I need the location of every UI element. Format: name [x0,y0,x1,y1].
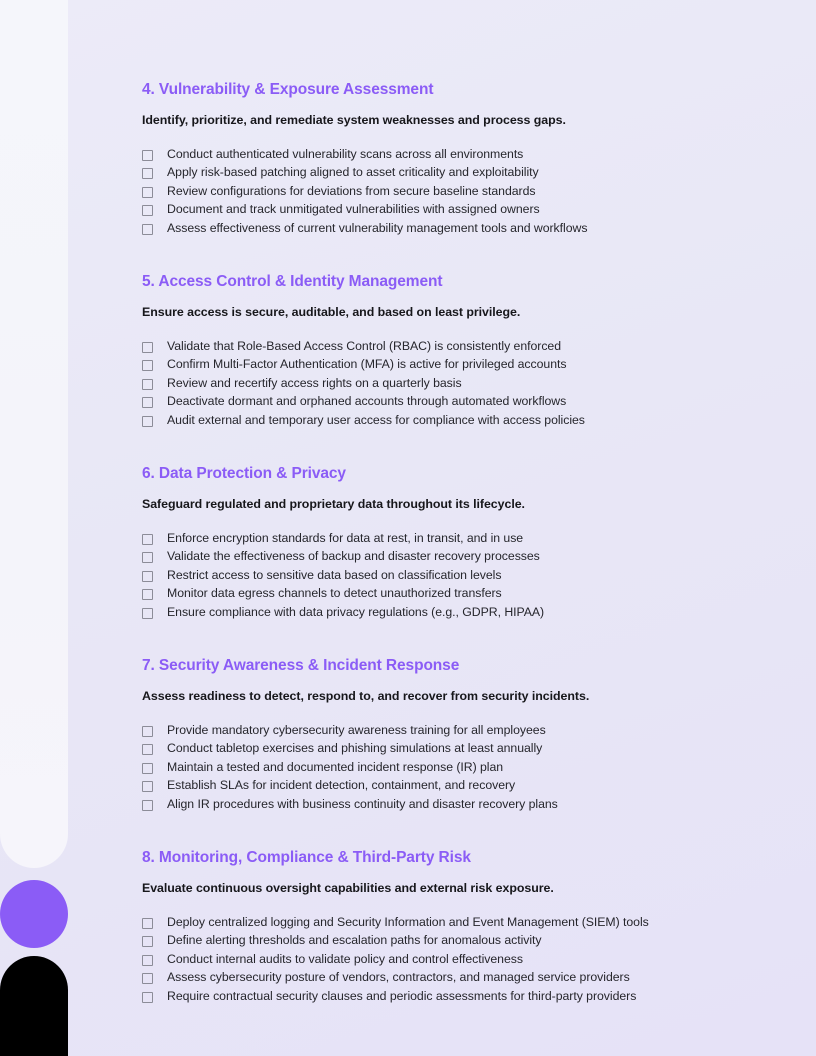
checklist-item[interactable] [142,739,782,758]
checklist-item[interactable] [142,795,782,814]
section-gap [142,621,782,656]
checklist-item[interactable] [142,529,782,548]
section-subtitle: Assess readiness to detect, respond to, and recover from security incidents. [142,689,590,704]
checklist-item[interactable] [142,547,782,566]
checklist-item[interactable] [142,987,782,1006]
checklist-item-label: Monitor data egress channels to detect unauthorized transfers [167,586,502,600]
checkbox-icon[interactable] [142,571,153,582]
checklist-item[interactable] [142,913,782,932]
checkbox-icon[interactable] [142,589,153,600]
section-subtitle: Safeguard regulated and proprietary data throughout its lifecycle. [142,497,525,512]
checkbox-icon[interactable] [142,726,153,737]
checklist-item-label: Conduct authenticated vulnerability scans across all environments [167,146,524,161]
checklist-item-label: Enforce encryption standards for data at rest, in transit, and in use [167,530,524,545]
checklist-item[interactable] [142,603,782,622]
checkbox-icon[interactable] [142,224,153,235]
checklist-item[interactable] [142,776,782,795]
section-title: 8. Monitoring, Compliance & Third-Party Risk [142,849,471,866]
content-top-spacer [142,0,782,80]
checklist-section [142,80,782,237]
checklist-item-label: Review and recertify access rights on a quarterly basis [167,375,462,390]
checklist-items [142,529,782,622]
checklist-item[interactable] [142,145,782,164]
checklist-item[interactable] [142,163,782,182]
checklist-item-label: Deploy centralized logging and Security Information and Event Management (SIEM) tools [167,914,649,929]
checklist-item[interactable] [142,337,782,356]
checklist-section [142,656,782,813]
checklist-item[interactable] [142,355,782,374]
checklist-item-label: Establish SLAs for incident detection, containment, and recovery [167,778,516,792]
checkbox-icon[interactable] [142,205,153,216]
purple-circle-decoration [0,880,68,948]
checklist-item-label: Confirm Multi-Factor Authentication (MFA) is active for privileged accounts [167,357,567,371]
checklist-item-label: Assess effectiveness of current vulnerability management tools and workflows [167,220,588,235]
checklist-item[interactable] [142,931,782,950]
checkbox-icon[interactable] [142,534,153,545]
section-gap [142,429,782,464]
section-gap [142,237,782,272]
checklist-item-label: Deactivate dormant and orphaned accounts through automated workflows [167,394,567,408]
section-subtitle: Identify, prioritize, and remediate system weaknesses and process gaps. [142,113,566,128]
checklist-item[interactable] [142,411,782,430]
checklist-item[interactable] [142,374,782,393]
checklist-item-label: Validate that Role-Based Access Control (RBAC) is consistently enforced [167,338,562,353]
section-title: 6. Data Protection & Privacy [142,465,346,482]
checkbox-icon[interactable] [142,552,153,563]
checklist-item[interactable] [142,219,782,238]
left-rail-band [0,0,68,868]
checklist-item-label: Apply risk-based patching aligned to asset criticality and exploitability [167,165,539,179]
checklist-items [142,913,782,1006]
section-subtitle: Ensure access is secure, auditable, and based on least privilege. [142,305,521,320]
section-title: 5. Access Control & Identity Management [142,273,443,290]
checklist-item[interactable] [142,182,782,201]
checklist-item[interactable] [142,758,782,777]
checklist-items [142,145,782,238]
checklist-item-label: Provide mandatory cybersecurity awareness training for all employees [167,722,546,737]
checkbox-icon[interactable] [142,150,153,161]
checkbox-icon[interactable] [142,992,153,1003]
checkbox-icon[interactable] [142,800,153,811]
checklist-item-label: Restrict access to sensitive data based on classification levels [167,567,502,582]
checkbox-icon[interactable] [142,416,153,427]
checklist-item-label: Maintain a tested and documented incident response (IR) plan [167,759,504,774]
checklist-item-label: Document and track unmitigated vulnerabilities with assigned owners [167,202,540,216]
checkbox-icon[interactable] [142,744,153,755]
section-title: 7. Security Awareness & Incident Response [142,657,460,674]
checklist-item[interactable] [142,584,782,603]
checkbox-icon[interactable] [142,168,153,179]
checkbox-icon[interactable] [142,397,153,408]
checklist-item-label: Review configurations for deviations from secure baseline standards [167,183,536,198]
checklist-item-label: Define alerting thresholds and escalation paths for anomalous activity [167,933,542,947]
checklist-section [142,464,782,621]
checkbox-icon[interactable] [142,973,153,984]
checkbox-icon[interactable] [142,955,153,966]
checklist-item-label: Align IR procedures with business continuity and disaster recovery plans [167,796,558,811]
checklist-section [142,848,782,1005]
checkbox-icon[interactable] [142,360,153,371]
checklist-item[interactable] [142,566,782,585]
checkbox-icon[interactable] [142,918,153,929]
checklist-item[interactable] [142,200,782,219]
checkbox-icon[interactable] [142,781,153,792]
black-pill-decoration [0,956,68,1056]
checkbox-icon[interactable] [142,379,153,390]
checkbox-icon[interactable] [142,342,153,353]
checklist-items [142,721,782,814]
checklist-content [142,0,782,1005]
checklist-item-label: Assess cybersecurity posture of vendors, contractors, and managed service providers [167,970,630,984]
checklist-item-label: Require contractual security clauses and periodic assessments for third-party providers [167,988,637,1003]
checklist-item[interactable] [142,392,782,411]
checklist-item-label: Audit external and temporary user access for compliance with access policies [167,412,585,427]
checkbox-icon[interactable] [142,936,153,947]
checklist-item[interactable] [142,968,782,987]
checklist-item-label: Conduct internal audits to validate policy and control effectiveness [167,951,523,966]
checklist-item-label: Ensure compliance with data privacy regulations (e.g., GDPR, HIPAA) [167,604,545,619]
section-subtitle: Evaluate continuous oversight capabilities and external risk exposure. [142,881,554,896]
checkbox-icon[interactable] [142,608,153,619]
checkbox-icon[interactable] [142,187,153,198]
checklist-item[interactable] [142,950,782,969]
checklist-item-label: Conduct tabletop exercises and phishing simulations at least annually [167,741,543,755]
checklist-item[interactable] [142,721,782,740]
checklist-item-label: Validate the effectiveness of backup and disaster recovery processes [167,549,540,563]
checkbox-icon[interactable] [142,763,153,774]
checklist-section [142,272,782,429]
section-title: 4. Vulnerability & Exposure Assessment [142,81,434,98]
section-gap [142,813,782,848]
checklist-items [142,337,782,430]
